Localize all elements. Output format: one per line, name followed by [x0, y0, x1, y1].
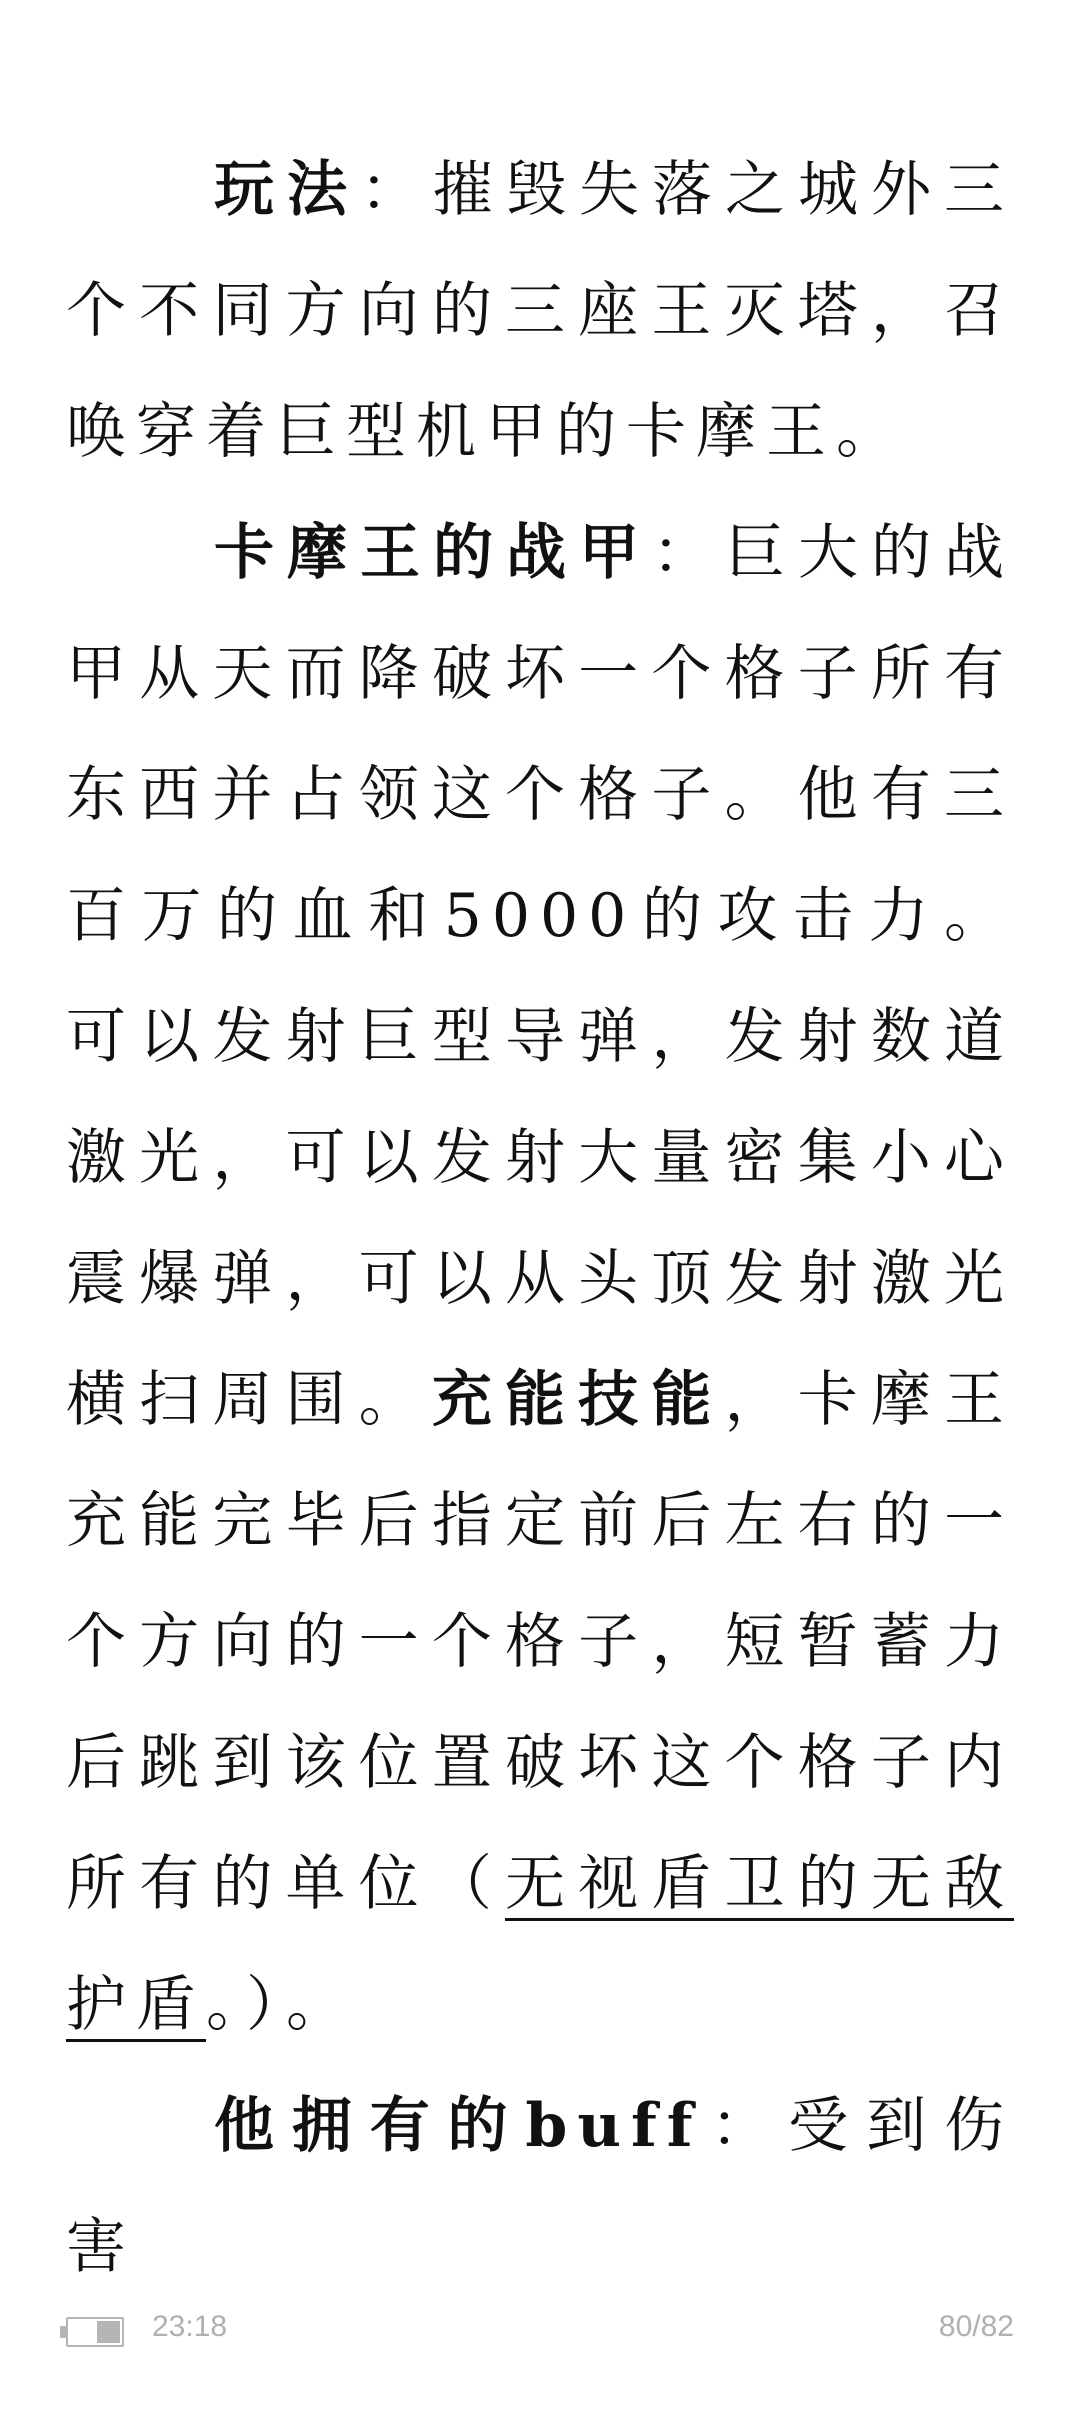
paragraph-armor-text-3: 。）。 — [206, 1970, 356, 2040]
page-number: 80/82 — [938, 2310, 1014, 2343]
battery-fill — [97, 2321, 120, 2343]
paragraph-gameplay — [66, 130, 1014, 493]
paragraph-buff-text: ：受到伤害 — [66, 2091, 1015, 2282]
paragraph-gameplay-text: ：摧毁失落之城外三个不同方向的三座王灭塔，召唤穿着巨型机甲的卡摩王。 — [66, 155, 1014, 467]
skill-name: 充能技能 — [431, 1365, 725, 1435]
book-content — [66, 130, 1014, 2308]
heading-armor: 卡摩王的战甲 — [214, 518, 652, 588]
battery-icon — [60, 2317, 126, 2347]
underlined-note[interactable]: 无视盾卫的无敌护盾 — [66, 1849, 1014, 2040]
paragraph-armor-text-2: ，卡摩王充能完毕后指定前后左右的一个方向的一个格子，短暂蓄力后跳到该位置破坏这个格子内所有的单位（ — [66, 1365, 1015, 1919]
paragraph-buff — [66, 2066, 1014, 2308]
paragraph-armor-text-1: ：巨大的战甲从天而降破坏一个格子所有东西并占领这个格子。他有三百万的血和5000的攻击力。可以发射巨型导弹，发射数道激光，可以发射大量密集小心震爆弹，可以从头顶发射激光横扫周围。 — [66, 518, 1014, 1435]
status-bar — [0, 2300, 1080, 2360]
heading-gameplay: 玩法 — [214, 155, 360, 225]
heading-buff: 他拥有的buff — [214, 2091, 703, 2161]
battery-body — [66, 2317, 124, 2347]
paragraph-armor — [66, 493, 1014, 2066]
clock: 23:18 — [152, 2310, 228, 2343]
